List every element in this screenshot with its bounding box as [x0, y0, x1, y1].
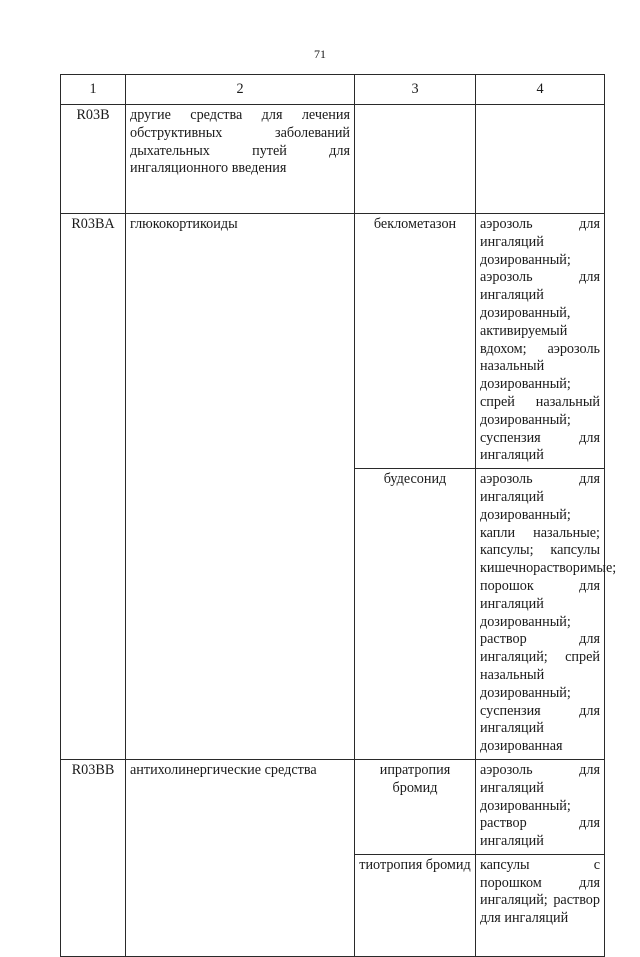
- pharmacological-group-cell: антихолинергические средства: [126, 759, 355, 956]
- pharmacological-group-cell: другие средства для лечения обструктивных заболеваний дыхательных путей для ингаляционного введения: [126, 105, 355, 214]
- table-row-r03ba-beclometasone: [61, 214, 605, 469]
- atc-code-cell: R03BA: [61, 214, 126, 760]
- inn-cell: беклометазон: [355, 214, 476, 469]
- atc-code-cell: R03BB: [61, 759, 126, 956]
- dosage-form-cell: аэрозоль для ингаляций дозированный; капли назальные; капсулы; капсулы кишечнорастворимые; порошок для ингаляций дозированный; раствор для ингаляций; спрей назальный дозированный; суспензия для ингаляций дозированная: [476, 469, 605, 760]
- atc-code-cell: R03B: [61, 105, 126, 214]
- pharmacological-group-cell: глюкокортикоиды: [126, 214, 355, 760]
- dosage-form-cell: аэрозоль для ингаляций дозированный; аэрозоль для ингаляций дозированный, активируемый вдохом; аэрозоль назальный дозированный; спрей назальный дозированный; суспензия для ингаляций: [476, 214, 605, 469]
- inn-cell: тиотропия бромид: [355, 854, 476, 956]
- header-col-3: 3: [355, 75, 476, 105]
- inn-cell: ипратропия бромид: [355, 759, 476, 854]
- inn-cell: будесонид: [355, 469, 476, 760]
- inn-cell: [355, 105, 476, 214]
- dosage-form-cell: капсулы с порошком для ингаляций; раствор для ингаляций: [476, 854, 605, 956]
- header-col-2: 2: [126, 75, 355, 105]
- header-col-1: 1: [61, 75, 126, 105]
- table-row-r03bb-ipratropium: [61, 759, 605, 854]
- page-number: 71: [314, 47, 326, 61]
- dosage-form-cell: [476, 105, 605, 214]
- table-header-row: [61, 75, 605, 105]
- dosage-form-cell: аэрозоль для ингаляций дозированный; раствор для ингаляций: [476, 759, 605, 854]
- header-col-4: 4: [476, 75, 605, 105]
- table-row-r03b: [61, 105, 605, 214]
- atc-drug-table: [60, 74, 617, 957]
